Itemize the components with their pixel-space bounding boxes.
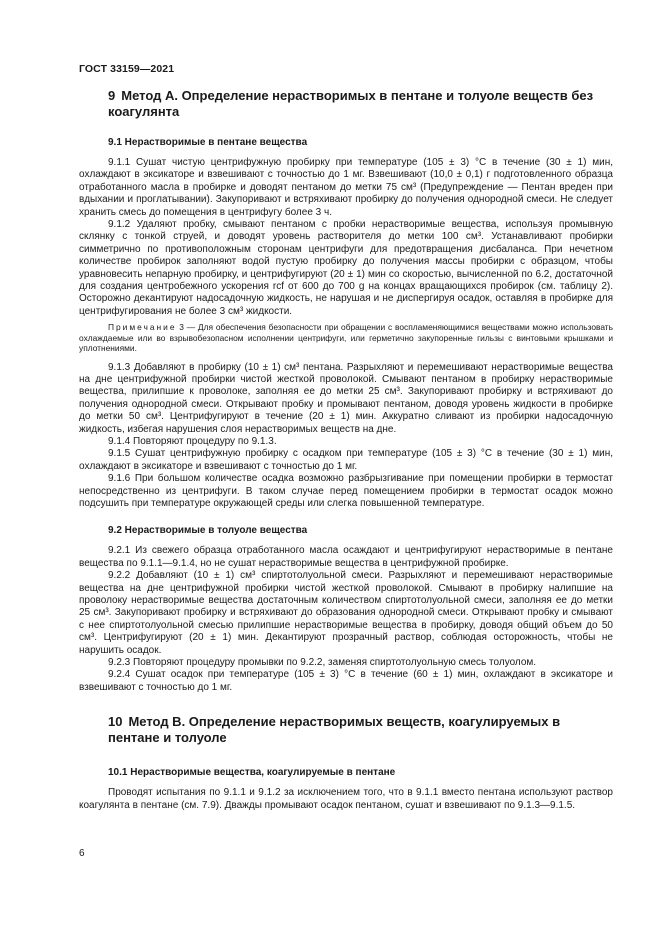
subsection-9-1-heading: 9.1 Нерастворимые в пентане вещества bbox=[108, 137, 308, 148]
paragraph-9-2-2: 9.2.2 Добавляют (10 ± 1) см³ спиртотолуольной смеси. Разрыхляют и перемешивают нерастворимые вещества на дне центрифужной пробирки чистой жесткой проволокой. Смывают в пробирку налипшие на проволоку нерастворимые вещества достаточным количеством спиртотолуольной смеси, заполняя ее до метки 25 см³. Закупоривают пробирку и встряхивают до образования однородной смеси. Открывают пробку и смывают с нее спиртотолуольной смесью прилипшие нерастворимые вещества в пробирку, доводя общий объем до 50 см³. Центрифугируют (20 ± 1) мин. Декантируют прозрачный раствор, соблюдая осторожность, чтобы не нарушить осадок. bbox=[79, 570, 613, 656]
spacer bbox=[79, 694, 613, 714]
section-10-heading bbox=[79, 714, 613, 746]
section-title: Метод А. Определение нерастворимых в пентане и толуоле веществ без коагулянта bbox=[108, 88, 594, 119]
paragraph-9-1-5: 9.1.5 Сушат центрифужную пробирку с осадком при температуре (105 ± 3) °С в течение (30 ± 1) мин, охлаждают в эксикаторе и взвешивают с точностью до 1 мг. bbox=[79, 448, 613, 472]
page-content bbox=[79, 88, 613, 812]
paragraph-9-2-4: 9.2.4 Сушат осадок при температуре (105 ± 3) °С в течение (60 ± 1) мин, охлаждают в эксикаторе и взвешивают с точностью до 1 мг. bbox=[79, 669, 613, 693]
paragraph-9-1-1: 9.1.1 Сушат чистую центрифужную пробирку при температуре (105 ± 3) °С в течение (30 ± 1) мин, охлаждают в эксикаторе и взвешивают с точностью до 1 мг. Взвешивают (10,0 ± 0,1) г подготовленного образца отработанного масла в пробирке и доводят пентаном до метки 75 см³ (Предупреждение — Пентан вреден при вдыхании и проглатывании). Закупоривают и встряхивают пробирку до получения однородной смеси. Не следует хранить смесь до помещения в центрифугу более 3 ч. bbox=[79, 157, 613, 218]
note-text: 3 — Для обеспечения безопасности при обращении с воспламеняющимися веществами можно использовать охлаждаемые или во взрывобезопасном исполнении центрифуги, или герметично закупоренные гильзы с винтовыми крышками и уплотнениями. bbox=[79, 322, 613, 354]
paragraph-9-2-3: 9.2.3 Повторяют процедуру промывки по 9.2.2, заменяя спиртотолуольную смесь толуолом. bbox=[108, 657, 537, 669]
spacer bbox=[79, 510, 613, 524]
section-9-heading bbox=[79, 88, 613, 120]
paragraph-9-1-6: 9.1.6 При большом количестве осадка возможно разбрызгивание при помещении пробирки в термостат непосредственно из центрифуги. В таком случае перед помещением пробирки в термостат осадок можно подсушить при температуре окружающей среды или слегка повышенной температуре. bbox=[79, 473, 613, 509]
section-number: 9 bbox=[108, 88, 116, 103]
paragraph-10-1: Проводят испытания по 9.1.1 и 9.1.2 за исключением того, что в 9.1.1 вместо пентана используют раствор коагулянта в пентане (см. 7.9). Дважды промывают осадок пентаном, сушат и взвешивают по 9.1.3—9.1.5. bbox=[79, 787, 613, 811]
note-label: Примечание bbox=[108, 322, 177, 333]
paragraph-9-1-4: 9.1.4 Повторяют процедуру по 9.1.3. bbox=[108, 435, 277, 447]
paragraph-9-1-3: 9.1.3 Добавляют в пробирку (10 ± 1) см³ пентана. Разрыхляют и перемешивают нерастворимые вещества на дне центрифужной пробирки чистой жесткой проволокой. Смывают пентаном в пробирку нерастворимые вещества, прилипшие к проволоке, заполняя ее до метки 25 см³. Закупоривают пробирку и встряхивают до получения однородной смеси. Открывают пробку и промывают пентаном, доводя уровень жидкости в пробирке до метки 50 см³. Центрифугируют в течение (20 ± 1) мин. Аккуратно сливают из пробирки надосадочную жидкость, избегая нарушения слоя нерастворимых веществ на дне. bbox=[79, 361, 613, 435]
note-3 bbox=[79, 322, 613, 353]
paragraph-9-1-2: 9.1.2 Удаляют пробку, смывают пентаном с пробки нерастворимые вещества, используя промывную склянку с тонкой струей, и доводят уровень растворителя до метки 100 см³. Устанавливают пробирки симметрично по противоположным сторонам центрифуги для предотвращения дисбаланса. При нечетном количестве пробирок заполняют водой пустую пробирку до получения массы пробирки с образцом, чтобы уравновесить непарную пробирку, и центрифугируют (20 ± 1) мин со скоростью, вычисленной по 6.2, достаточной для создания центробежного ускорения rcf от 600 до 700 g на концах вращающихся пробирок (см. таблицу 2). Осторожно декантируют надосадочную жидкость, не нарушая и не диспергируя осадок, оставляя в пробирке для центрифугирования не более 3 см³ жидкости. bbox=[79, 219, 613, 317]
subsection-10-1-heading: 10.1 Нерастворимые вещества, коагулируемые в пентане bbox=[108, 767, 396, 779]
subsection-9-2-heading: 9.2 Нерастворимые в толуоле вещества bbox=[108, 525, 308, 537]
section-title: Метод В. Определение нерастворимых веществ, коагулируемых в пентане и толуоле bbox=[108, 714, 561, 746]
section-number: 10 bbox=[108, 714, 123, 730]
standard-header: ГОСТ 33159—2021 bbox=[79, 63, 175, 75]
page-number: 6 bbox=[79, 848, 85, 859]
paragraph-9-2-1: 9.2.1 Из свежего образца отработанного масла осаждают и центрифугируют нерастворимые в пентане вещества по 9.1.1—9.1.4, но не сушат нерастворимые вещества в центрифужной пробирке. bbox=[79, 545, 613, 569]
